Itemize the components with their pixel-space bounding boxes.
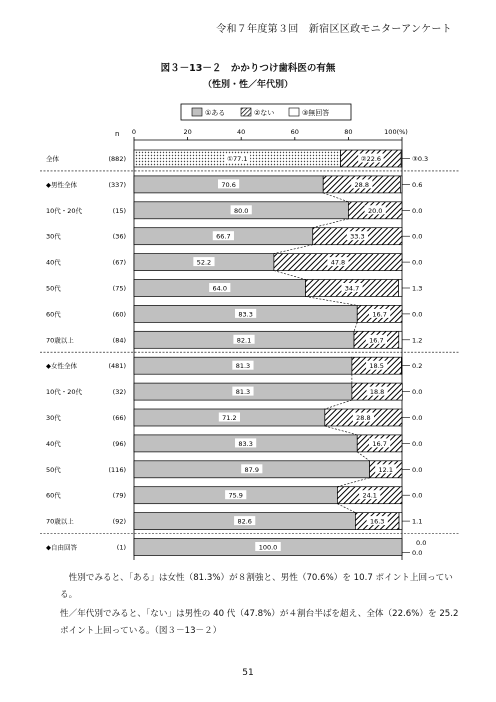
data-label-nai: 28.8 <box>356 414 371 422</box>
data-label-nai: ②22.6 <box>360 155 382 163</box>
row-n: (79) <box>112 491 126 500</box>
connector-line <box>325 400 352 409</box>
chart-row <box>46 193 422 219</box>
row-n: (15) <box>112 206 126 215</box>
chart-row <box>46 478 422 504</box>
chart-row <box>46 374 422 400</box>
data-label-nai: 16.7 <box>369 336 384 345</box>
data-label-aru: 82.1 <box>236 336 252 345</box>
row-label: 50代 <box>46 465 61 474</box>
data-label-muhaitou: 0.0 <box>412 206 423 215</box>
data-label-muhaitou: 0.0 <box>412 491 423 500</box>
data-label-nai: 24.1 <box>362 491 377 500</box>
data-label-nai: 33.3 <box>350 232 365 241</box>
row-label: 70歳以上 <box>46 336 74 345</box>
legend-label-3: ③無回答 <box>302 109 330 117</box>
chart-row <box>40 171 460 193</box>
data-label-nai: 0.0 <box>416 539 427 547</box>
data-label-aru: 100.0 <box>258 543 278 552</box>
x-tick-label: 40 <box>237 128 246 136</box>
chart-row <box>46 322 422 348</box>
data-label-muhaitou: 0.0 <box>412 439 423 448</box>
chart-row <box>46 219 422 245</box>
data-label-aru: 75.9 <box>228 491 243 500</box>
row-n: (75) <box>112 284 126 293</box>
connector-line <box>357 452 369 461</box>
data-label-aru: 83.3 <box>238 310 253 319</box>
chart-rows <box>40 150 460 557</box>
legend-label-1: ①ある <box>205 109 226 117</box>
data-label-muhaitou: ③0.3 <box>412 155 429 163</box>
data-label-aru: 71.2 <box>222 414 237 422</box>
x-tick-label: 20 <box>183 128 192 136</box>
chart-row <box>46 426 422 452</box>
connector-line <box>337 478 369 487</box>
chart-row <box>46 400 422 426</box>
data-label-nai: 12.1 <box>378 465 394 474</box>
bar-segment-muhaitou <box>401 150 402 167</box>
row-label: 10代・20代 <box>46 388 83 397</box>
chart-row <box>46 297 422 323</box>
connector-line <box>337 504 355 513</box>
row-label: 40代 <box>46 439 61 448</box>
body-paragraph-2: 性／年代別でみると、「ない」は男性の 40 代（47.8%）が４割台半ばを超え、全体（22.6%）を 25.2 ポイント上回っている。（図３－13－２） <box>60 609 459 636</box>
chart-row <box>46 245 422 271</box>
bar-segment-muhaitou <box>399 513 402 530</box>
data-label-nai: 18.8 <box>369 388 385 397</box>
chart-row <box>46 150 428 167</box>
data-label-aru: 87.9 <box>244 465 260 474</box>
data-label-muhaitou: 0.0 <box>412 258 423 267</box>
row-label: 全体 <box>46 155 59 163</box>
row-n: (1) <box>116 543 126 552</box>
data-label-muhaitou: 0.0 <box>412 465 423 474</box>
row-n: (60) <box>112 310 126 319</box>
row-n: (67) <box>112 258 126 267</box>
data-label-muhaitou: 1.2 <box>412 336 423 345</box>
data-label-nai: 28.8 <box>354 180 370 189</box>
bar-segment-muhaitou <box>399 331 402 348</box>
connector-line <box>306 297 358 306</box>
row-label: 30代 <box>46 414 61 422</box>
data-label-nai: 16.7 <box>372 439 387 448</box>
data-label-aru: 82.6 <box>237 517 252 526</box>
x-tick-label: 60 <box>290 128 299 136</box>
row-label: ◆自由回答 <box>46 543 77 552</box>
legend-swatch-3 <box>289 108 299 116</box>
row-n: (96) <box>112 439 126 448</box>
page-header: 令和７年度第３回 新宿区区政モニターアンケート <box>216 24 452 35</box>
data-label-muhaitou: 1.1 <box>412 517 423 526</box>
connector-line <box>313 219 349 228</box>
row-n: (66) <box>112 414 126 422</box>
chart-row <box>40 352 460 374</box>
row-n: (92) <box>112 517 126 526</box>
figure-subtitle: （性別・性／年代別） <box>202 80 293 90</box>
data-label-muhaitou: 0.0 <box>412 388 423 397</box>
data-label-aru: 66.7 <box>216 232 231 241</box>
row-n: (36) <box>112 232 126 241</box>
data-label-nai: 20.0 <box>367 206 383 215</box>
bar-segment-muhaitou <box>401 357 402 374</box>
chart-row <box>40 534 460 558</box>
row-n: (116) <box>108 465 126 474</box>
data-label-nai: 47.8 <box>330 258 346 267</box>
data-label-muhaitou: 1.3 <box>412 284 423 293</box>
row-label: 60代 <box>46 491 61 500</box>
body-paragraph-1: 性別でみると、「ある」は女性（81.3%）が８割強と、男性（70.6%）を 10.7 ポイント上回っている。 <box>60 573 453 600</box>
chart-row <box>46 504 422 530</box>
data-label-aru: 81.3 <box>235 362 251 371</box>
connector-line <box>323 193 348 202</box>
stacked-bar-chart <box>0 100 496 560</box>
row-label: ◆女性全体 <box>46 362 77 371</box>
row-n: (337) <box>108 180 126 189</box>
row-label: 30代 <box>46 232 61 241</box>
data-label-aru: ①77.1 <box>227 155 248 163</box>
data-label-aru: 52.2 <box>196 258 212 267</box>
data-label-nai: 34.7 <box>344 284 360 293</box>
row-label: 10代・20代 <box>46 206 83 215</box>
data-label-aru: 80.0 <box>233 206 249 215</box>
data-label-aru: 83.3 <box>238 439 253 448</box>
data-label-muhaitou: 0.0 <box>412 232 423 241</box>
row-label: 40代 <box>46 258 61 267</box>
bar-segment-muhaitou <box>399 280 402 297</box>
row-label: ◆男性全体 <box>46 180 77 189</box>
data-label-muhaitou: 0.6 <box>412 180 423 189</box>
x-tick-label: 100(%) <box>384 128 408 136</box>
chart-row <box>46 271 422 297</box>
row-n: (882) <box>108 155 126 163</box>
page-number: 51 <box>242 668 254 678</box>
legend-label-2: ②ない <box>254 109 275 117</box>
n-column-label: n <box>115 130 120 138</box>
data-label-nai: 16.3 <box>369 517 385 526</box>
data-label-aru: 64.0 <box>212 284 228 293</box>
row-label: 70歳以上 <box>46 517 74 526</box>
row-n: (84) <box>112 336 126 345</box>
legend-swatch-2 <box>241 108 251 116</box>
data-label-aru: 70.6 <box>221 180 236 189</box>
row-label: 50代 <box>46 284 61 293</box>
row-label: 60代 <box>46 310 61 319</box>
data-label-nai: 18.5 <box>369 362 384 371</box>
x-tick-label: 80 <box>344 128 353 136</box>
row-n: (32) <box>112 388 126 397</box>
data-label-aru: 81.3 <box>235 388 251 397</box>
x-tick-label: 0 <box>131 128 137 136</box>
data-label-muhaitou: 0.0 <box>412 310 423 319</box>
connector-line <box>274 271 306 280</box>
data-label-muhaitou: 0.0 <box>412 414 423 422</box>
row-n: (481) <box>108 362 126 371</box>
connector-line <box>354 322 357 331</box>
chart-row <box>46 452 422 478</box>
data-label-muhaitou: 0.2 <box>412 362 423 371</box>
data-label-muhaitou: 0.0 <box>412 549 423 557</box>
data-label-nai: 16.7 <box>372 310 387 319</box>
figure-title: 図３－13－２ かかりつけ歯科医の有無 <box>160 63 336 74</box>
bar-segment-muhaitou <box>400 176 402 193</box>
connector-line <box>325 426 357 435</box>
legend <box>181 104 351 120</box>
legend-swatch-1 <box>192 108 202 116</box>
connector-line <box>274 245 313 254</box>
